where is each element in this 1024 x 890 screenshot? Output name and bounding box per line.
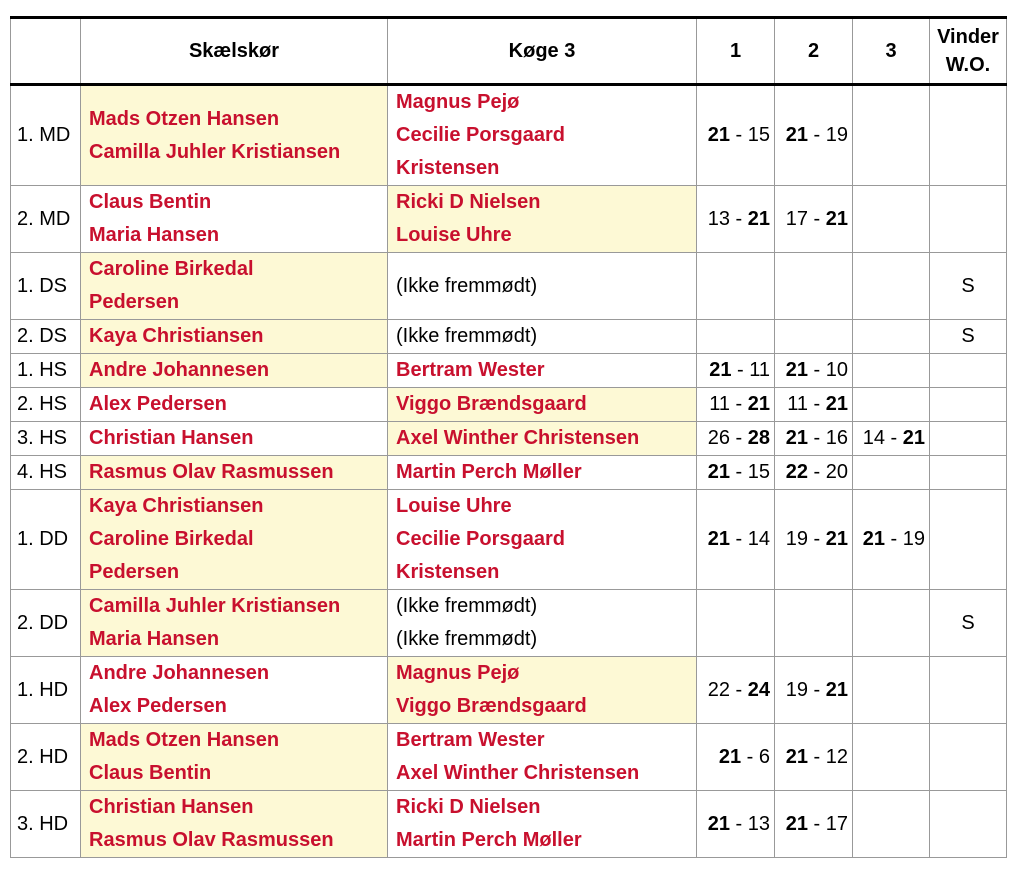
player-name[interactable]: Mads Otzen Hansen [89, 107, 280, 130]
table-row [11, 354, 1007, 388]
set-3-score [853, 354, 930, 388]
home-players [81, 791, 388, 858]
home-points: 26 [707, 427, 730, 449]
home-points: 21 [718, 745, 742, 768]
walkover-winner [930, 791, 1007, 858]
score-separator: - [807, 461, 826, 483]
away-points: 21 [747, 207, 770, 230]
set-3-score [853, 657, 930, 724]
score-separator: - [729, 678, 748, 701]
set-2-score [775, 456, 853, 490]
player-name[interactable]: Alex Pedersen [89, 393, 227, 415]
player-name[interactable]: Caroline Birkedal [89, 258, 254, 280]
set-2-score [775, 388, 853, 422]
set-1-score [697, 85, 775, 186]
set-2-score [775, 186, 853, 253]
match-position: 4. HS [11, 456, 81, 490]
home-points: 13 [707, 207, 730, 230]
match-position: 2. HD [11, 724, 81, 791]
player-name[interactable]: Viggo Brændsgaard [396, 393, 587, 415]
home-players [81, 456, 388, 490]
score-separator: - [807, 207, 826, 230]
player-name: (Ikke fremmødt) [396, 274, 538, 297]
player-name: (Ikke fremmødt) [396, 628, 538, 650]
set-2-score [775, 590, 853, 657]
match-position: 1. DS [11, 253, 81, 320]
walkover-winner [930, 422, 1007, 456]
set-1-score [697, 186, 775, 253]
away-players [388, 724, 697, 791]
away-players [388, 422, 697, 456]
player-name[interactable]: Kristensen [396, 561, 500, 583]
player-name[interactable]: Bertram Wester [396, 359, 545, 381]
home-points: 21 [785, 124, 808, 146]
score-separator: - [807, 393, 826, 415]
away-players [388, 354, 697, 388]
score-separator: - [729, 124, 748, 146]
player-name[interactable]: Viggo Brændsgaard [396, 695, 587, 717]
home-points: 22 [785, 461, 808, 483]
home-points: 11 [709, 393, 730, 415]
player-name[interactable]: Andre Johannesen [89, 662, 270, 684]
set-2-score [775, 791, 853, 858]
player-name[interactable]: Alex Pedersen [89, 695, 227, 717]
walkover-winner [930, 354, 1007, 388]
away-points: 6 [758, 745, 770, 768]
walkover-winner [930, 388, 1007, 422]
score-separator: - [807, 124, 826, 146]
score-separator: - [807, 745, 826, 768]
score-separator: - [807, 678, 826, 701]
away-points: 12 [825, 745, 848, 768]
header-home-team: Skælskør [81, 18, 388, 85]
home-players [81, 490, 388, 590]
set-1-score [697, 724, 775, 791]
set-1-score [697, 253, 775, 320]
home-points: 21 [785, 745, 808, 768]
set-3-score [853, 422, 930, 456]
set-1-score [697, 791, 775, 858]
player-name[interactable]: Magnus Pejø [396, 662, 520, 684]
set-1-score [697, 590, 775, 657]
score-separator: - [731, 359, 750, 381]
walkover-winner [930, 85, 1007, 186]
player-name[interactable]: Christian Hansen [89, 427, 254, 449]
home-points: 21 [785, 359, 808, 381]
header-away-team: Køge 3 [388, 18, 697, 85]
set-2-score [775, 253, 853, 320]
header-row [11, 18, 1007, 85]
player-name[interactable]: Louise Uhre [396, 224, 512, 246]
match-rows [11, 85, 1007, 858]
set-1-score [697, 388, 775, 422]
player-name[interactable]: Rasmus Olav Rasmussen [89, 829, 334, 851]
player-name[interactable]: Andre Johannesen [89, 359, 270, 381]
walkover-winner: S [930, 590, 1007, 657]
home-points: 21 [707, 461, 730, 483]
set-1-score [697, 657, 775, 724]
set-1-score [697, 490, 775, 590]
table-row [11, 490, 1007, 590]
header-set-2: 2 [775, 18, 853, 85]
home-players [81, 85, 388, 186]
match-position: 1. HD [11, 657, 81, 724]
away-points: 21 [747, 393, 770, 415]
table-row [11, 186, 1007, 253]
home-players [81, 354, 388, 388]
walkover-winner: S [930, 253, 1007, 320]
score-separator: - [729, 393, 748, 415]
player-name[interactable]: Claus Bentin [89, 191, 212, 213]
player-name[interactable]: Kristensen [396, 157, 500, 179]
home-points: 21 [707, 124, 730, 146]
set-1-score [697, 320, 775, 354]
player-name[interactable]: Bertram Wester [396, 729, 545, 751]
set-3-score [853, 791, 930, 858]
home-points: 21 [707, 812, 730, 835]
player-name[interactable]: Martin Perch Møller [396, 461, 582, 483]
match-position: 3. HS [11, 422, 81, 456]
set-1-score [697, 456, 775, 490]
header-set-3: 3 [853, 18, 930, 85]
home-players [81, 388, 388, 422]
score-separator: - [729, 812, 748, 835]
player-name[interactable]: Axel Winther Christensen [396, 762, 640, 784]
score-separator: - [884, 427, 903, 449]
home-points: 19 [785, 528, 808, 550]
home-players [81, 422, 388, 456]
table-row [11, 657, 1007, 724]
home-points: 11 [787, 393, 808, 415]
home-points: 14 [862, 427, 885, 449]
player-name[interactable]: Maria Hansen [89, 628, 220, 650]
score-separator: - [807, 427, 826, 449]
player-name[interactable]: Axel Winther Christensen [396, 427, 640, 449]
player-name[interactable]: Kaya Christiansen [89, 495, 264, 517]
away-points: 24 [747, 678, 770, 701]
match-position: 1. MD [11, 85, 81, 186]
away-players [388, 253, 697, 320]
player-name[interactable]: Kaya Christiansen [89, 325, 264, 347]
header-pos [11, 18, 81, 85]
away-points: 15 [747, 461, 770, 483]
player-name[interactable]: Maria Hansen [89, 224, 220, 246]
home-players [81, 724, 388, 791]
away-points: 13 [747, 812, 770, 835]
away-points: 19 [825, 124, 848, 146]
set-2-score [775, 657, 853, 724]
away-players [388, 456, 697, 490]
table-row [11, 590, 1007, 657]
home-points: 21 [862, 528, 885, 550]
score-separator: - [729, 427, 748, 449]
set-2-score [775, 85, 853, 186]
away-points: 28 [747, 427, 770, 449]
score-separator: - [807, 812, 826, 835]
set-3-score [853, 724, 930, 791]
player-name[interactable]: Christian Hansen [89, 796, 254, 818]
set-3-score [853, 456, 930, 490]
player-name[interactable]: Camilla Juhler Kristiansen [89, 595, 341, 617]
away-players [388, 590, 697, 657]
set-2-score [775, 320, 853, 354]
home-points: 17 [785, 207, 808, 230]
home-points: 21 [709, 359, 732, 381]
score-separator: - [807, 359, 826, 381]
away-points: 10 [825, 359, 848, 381]
score-separator: - [741, 745, 759, 768]
home-players [81, 186, 388, 253]
score-separator: - [884, 528, 903, 550]
home-points: 21 [785, 427, 808, 449]
player-name[interactable]: Magnus Pejø [396, 91, 520, 113]
away-players [388, 320, 697, 354]
set-2-score [775, 422, 853, 456]
score-separator: - [729, 207, 748, 230]
away-points: 17 [825, 812, 848, 835]
table-row [11, 388, 1007, 422]
table-row [11, 85, 1007, 186]
walkover-winner [930, 490, 1007, 590]
away-points: 15 [747, 124, 770, 146]
set-2-score [775, 354, 853, 388]
player-name[interactable]: Pedersen [89, 561, 180, 583]
walkover-winner [930, 724, 1007, 791]
player-name[interactable]: Rasmus Olav Rasmussen [89, 461, 334, 483]
match-position: 2. HS [11, 388, 81, 422]
away-points: 14 [747, 528, 770, 550]
table-row [11, 456, 1007, 490]
away-points: 16 [825, 427, 848, 449]
home-points: 21 [707, 528, 730, 550]
player-name[interactable]: Caroline Birkedal [89, 528, 254, 550]
set-3-score [853, 253, 930, 320]
player-name[interactable]: Mads Otzen Hansen [89, 729, 280, 751]
player-name: (Ikke fremmødt) [396, 595, 538, 617]
match-table [10, 16, 1007, 858]
set-3-score [853, 186, 930, 253]
player-name[interactable]: Cecilie Porsgaard [396, 528, 565, 550]
header-walkover-winner: Vinder W.O. [930, 18, 1007, 85]
walkover-winner [930, 657, 1007, 724]
match-position: 2. DD [11, 590, 81, 657]
home-players [81, 590, 388, 657]
away-points: 11 [749, 359, 770, 381]
match-position: 2. DS [11, 320, 81, 354]
score-separator: - [807, 528, 826, 550]
walkover-winner: S [930, 320, 1007, 354]
header-set-1: 1 [697, 18, 775, 85]
home-points: 19 [785, 678, 808, 701]
away-players [388, 186, 697, 253]
player-name[interactable]: Pedersen [89, 291, 180, 313]
match-position: 2. MD [11, 186, 81, 253]
table-row [11, 422, 1007, 456]
match-position: 1. HS [11, 354, 81, 388]
set-2-score [775, 490, 853, 590]
home-players [81, 320, 388, 354]
away-points: 21 [902, 427, 925, 449]
player-name[interactable]: Cecilie Porsgaard [396, 124, 565, 146]
player-name[interactable]: Ricki D Nielsen [396, 796, 541, 818]
table-row [11, 724, 1007, 791]
home-players [81, 657, 388, 724]
away-players [388, 85, 697, 186]
away-points: 21 [825, 528, 848, 550]
away-players [388, 657, 697, 724]
away-points: 21 [825, 678, 848, 701]
set-2-score [775, 724, 853, 791]
set-3-score [853, 490, 930, 590]
match-position: 1. DD [11, 490, 81, 590]
set-3-score [853, 85, 930, 186]
set-1-score [697, 354, 775, 388]
walkover-winner [930, 456, 1007, 490]
set-3-score [853, 388, 930, 422]
home-points: 22 [707, 678, 730, 701]
score-separator: - [729, 461, 748, 483]
player-name[interactable]: Martin Perch Møller [396, 829, 582, 851]
match-position: 3. HD [11, 791, 81, 858]
player-name[interactable]: Ricki D Nielsen [396, 191, 541, 213]
away-players [388, 490, 697, 590]
player-name[interactable]: Claus Bentin [89, 762, 212, 784]
away-points: 19 [902, 528, 925, 550]
walkover-winner [930, 186, 1007, 253]
table-row [11, 253, 1007, 320]
set-3-score [853, 590, 930, 657]
away-points: 21 [825, 393, 848, 415]
table-row [11, 320, 1007, 354]
away-points: 21 [825, 207, 848, 230]
score-separator: - [729, 528, 748, 550]
home-points: 21 [785, 812, 808, 835]
away-players [388, 388, 697, 422]
away-players [388, 791, 697, 858]
set-1-score [697, 422, 775, 456]
player-name: (Ikke fremmødt) [396, 325, 538, 347]
player-name[interactable]: Louise Uhre [396, 495, 512, 517]
home-players [81, 253, 388, 320]
table-row [11, 791, 1007, 858]
set-3-score [853, 320, 930, 354]
away-points: 20 [825, 461, 848, 483]
player-name[interactable]: Camilla Juhler Kristiansen [89, 140, 341, 163]
